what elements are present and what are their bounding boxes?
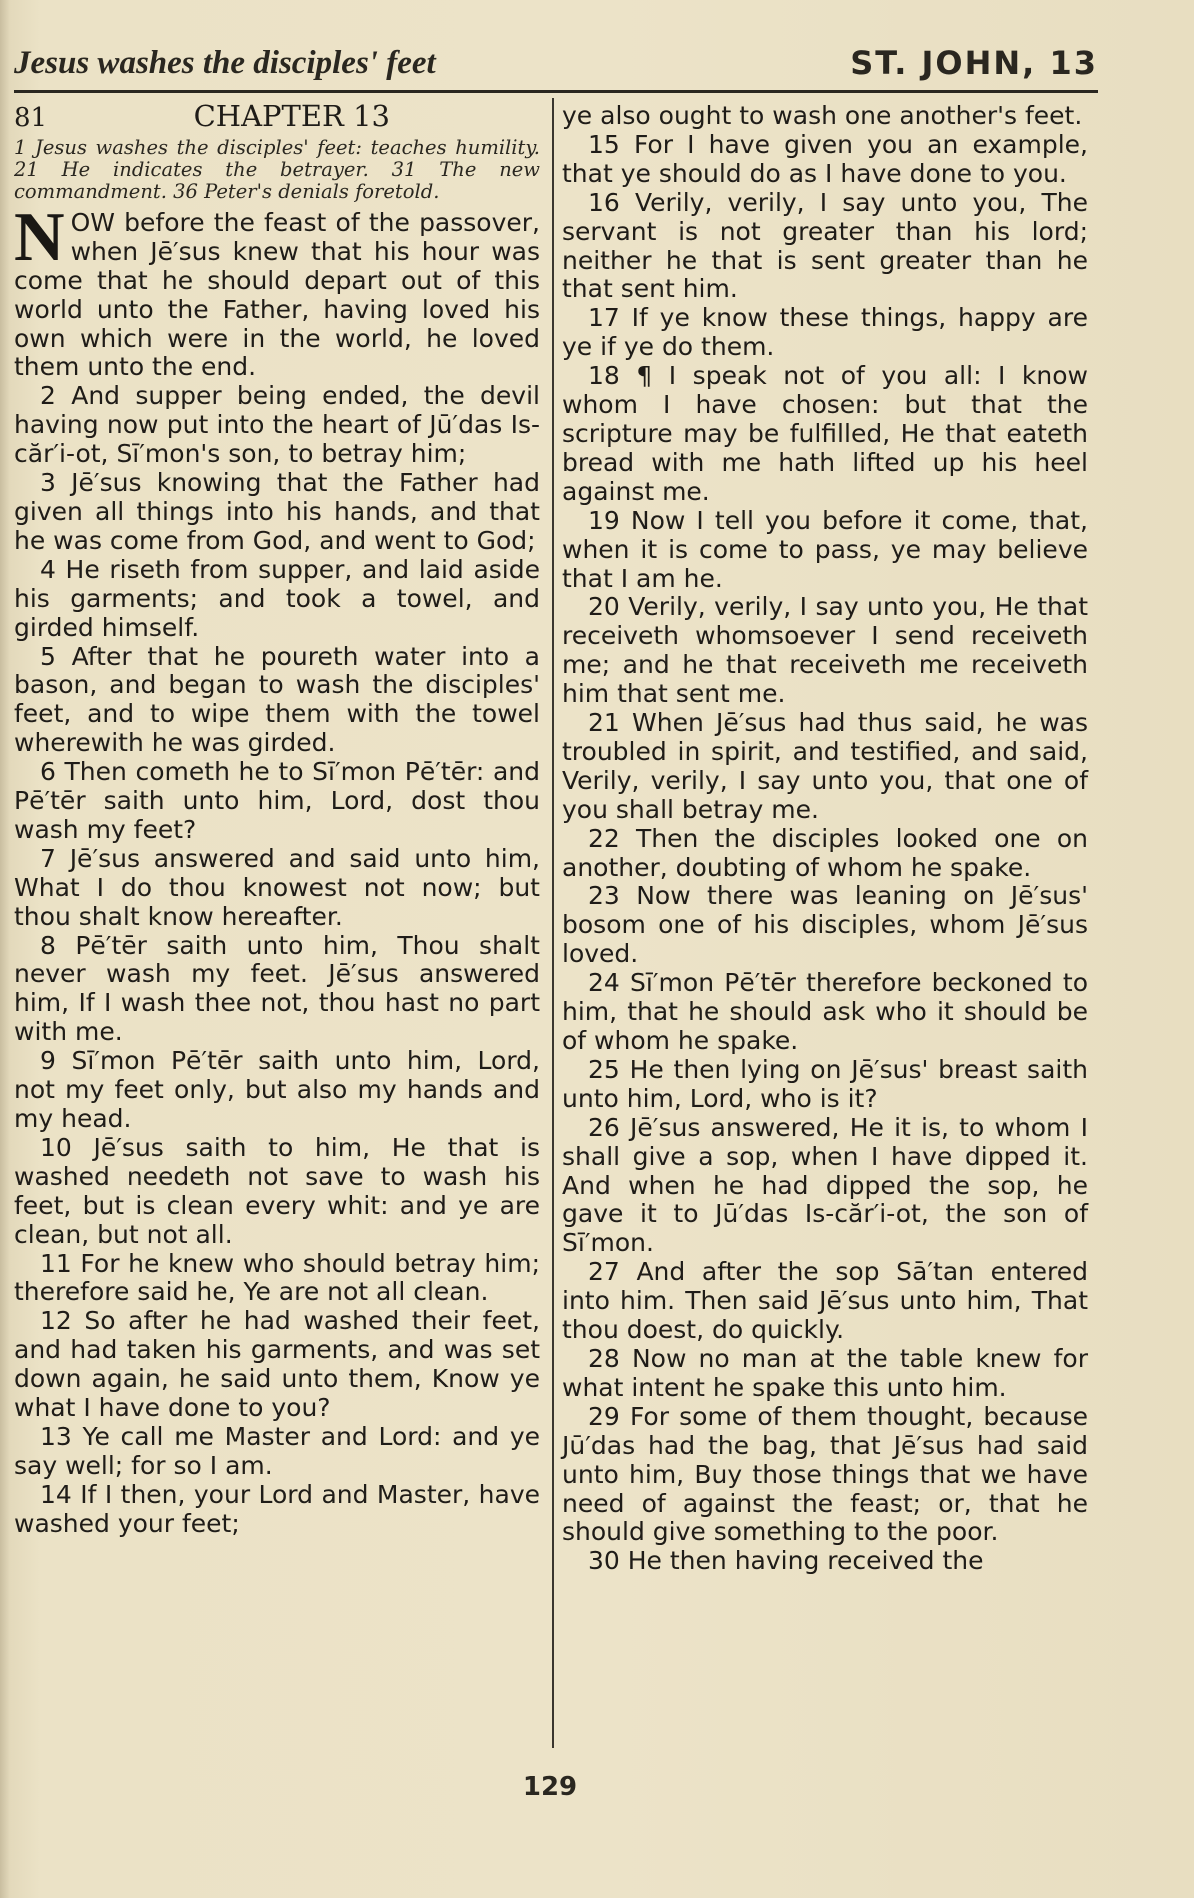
verse-6: 6 Then cometh he to Sī′mon Pē′tēr: and Pē′tēr saith unto him, Lord, dost thou wash my feet? bbox=[14, 757, 540, 844]
verse-30: 30 He then having received the bbox=[588, 1546, 984, 1576]
chapter-number-label: 81 bbox=[14, 103, 48, 133]
verse-27: 27 And after the sop Sā′tan entered into him. Then said Jē′sus unto him, That thou doest, do quickly. bbox=[562, 1257, 1088, 1345]
verse-16: 16 Verily, verily, I say unto you, The servant is not greater than his lord; neither he that is sent greater than he that sent him. bbox=[562, 187, 1088, 304]
verse-8: 8 Pē′tēr saith unto him, Thou shalt never wash my feet. Jē′sus answered him, If I wash thee not, thou hast no part with me. bbox=[14, 930, 540, 1047]
verse-4: 4 He riseth from supper, and laid aside his garments; and took a towel, and girded himself. bbox=[14, 554, 540, 642]
verse-2: 2 And supper being ended, the devil having now put into the heart of Jū′das Is-căr′i-ot, Sī′mon's son, to betray him; bbox=[14, 381, 540, 469]
verse-1 bbox=[14, 198, 540, 382]
verse-9: 9 Sī′mon Pē′tēr saith unto him, Lord, not my feet only, but also my hands and my head. bbox=[14, 1046, 540, 1133]
verse-10: 10 Jē′sus saith to him, He that is washed needeth not save to wash his feet, but is clean every whit: and ye are clean, but not all. bbox=[14, 1132, 540, 1249]
verse-28: 28 Now no man at the table knew for what intent he spake this unto him. bbox=[562, 1343, 1088, 1402]
left-column bbox=[14, 99, 540, 1539]
verse-text: OW before the feast of the passover, when Jē′sus knew that his hour was come that he should depart out of this world unto the Father, having loved his own which were in the world, he loved them unto the end. bbox=[14, 207, 540, 382]
verse-11: 11 For he knew who should betray him; therefore said he, Ye are not all clean. bbox=[14, 1248, 540, 1307]
verse-22: 22 Then the disciples looked one on another, doubting of whom he spake. bbox=[562, 823, 1088, 882]
running-head: Jesus washes the disciples' feet bbox=[14, 44, 436, 81]
chapter-summary: 1 Jesus washes the disciples' feet: teaches humility. 21 He indicates the betrayer. 31 The new commandment. 36 Peter's denials foretold. bbox=[14, 135, 540, 203]
verse-13: 13 Ye call me Master and Lord: and ye say well; for so I am. bbox=[14, 1421, 540, 1480]
verse-23: 23 Now there was leaning on Jē′sus' bosom one of his disciples, whom Jē′sus loved. bbox=[562, 881, 1088, 969]
verse-17: 17 If ye know these things, happy are ye if ye do them. bbox=[562, 303, 1088, 362]
verse-21: 21 When Jē′sus had thus said, he was troubled in spirit, and testified, and said, Verily, verily, I say unto you, that one of you shall betray me. bbox=[562, 708, 1088, 824]
right-column bbox=[562, 102, 1088, 1576]
page-header bbox=[14, 40, 1098, 86]
verse-5: 5 After that he poureth water into a bason, and began to wash the disciples' feet, and to wipe them with the towel wherewith he was girded. bbox=[14, 641, 540, 758]
verse-24: 24 Sī′mon Pē′tēr therefore beckoned to him, that he should ask who it should be of whom he spake. bbox=[562, 968, 1088, 1055]
verse-12: 12 So after he had washed their feet, and had taken his garments, and was set down again, he said unto them, Know ye what I have done to you? bbox=[14, 1306, 540, 1423]
verse-7: 7 Jē′sus answered and said unto him, What I do thou knowest not now; but thou shalt know hereafter. bbox=[14, 843, 540, 931]
chapter-title: CHAPTER 13 bbox=[193, 99, 390, 133]
page-number: 129 bbox=[522, 1772, 578, 1802]
drop-cap: N bbox=[14, 198, 65, 276]
verse-26: 26 Jē′sus answered, He it is, to whom I shall give a sop, when I have dipped it. And when he had dipped the sop, he gave it to Jū′das Is-căr′i-ot, the son of Sī′mon. bbox=[562, 1112, 1088, 1258]
verse-25: 25 He then lying on Jē′sus' breast saith unto him, Lord, who is it? bbox=[562, 1054, 1088, 1113]
book-chapter-reference: ST. JOHN, 13 bbox=[850, 44, 1098, 82]
header-rule bbox=[14, 90, 1098, 93]
verse-3: 3 Jē′sus knowing that the Father had given all things into his hands, and that he was come from God, and went to God; bbox=[14, 468, 540, 555]
verse-29: 29 For some of them thought, because Jū′das had the bag, that Jē′sus had said unto him, Buy those things that we have need of against the feast; or, that he should give something to the poor. bbox=[562, 1401, 1088, 1547]
verse-18: 18 ¶ I speak not of you all: I know whom I have chosen: but that the scripture may be fulfilled, He that eateth bread with me hath lifted up his heel against me. bbox=[562, 361, 1088, 506]
verse-19: 19 Now I tell you before it come, that, when it is come to pass, ye may believe that I am he. bbox=[562, 505, 1088, 593]
verse-20: 20 Verily, verily, I say unto you, He that receiveth whomsoever I send receiveth me; and he that receiveth me receiveth him that sent me. bbox=[562, 592, 1088, 709]
chapter-heading bbox=[14, 99, 540, 133]
verse-14: 14 If I then, your Lord and Master, have washed your feet; bbox=[14, 1479, 540, 1538]
verse-15: 15 For I have given you an example, that ye should do as I have done to you. bbox=[562, 129, 1088, 188]
column-divider bbox=[552, 98, 554, 1748]
verse-14-continued: ye also ought to wash one another's feet. bbox=[562, 101, 1083, 130]
